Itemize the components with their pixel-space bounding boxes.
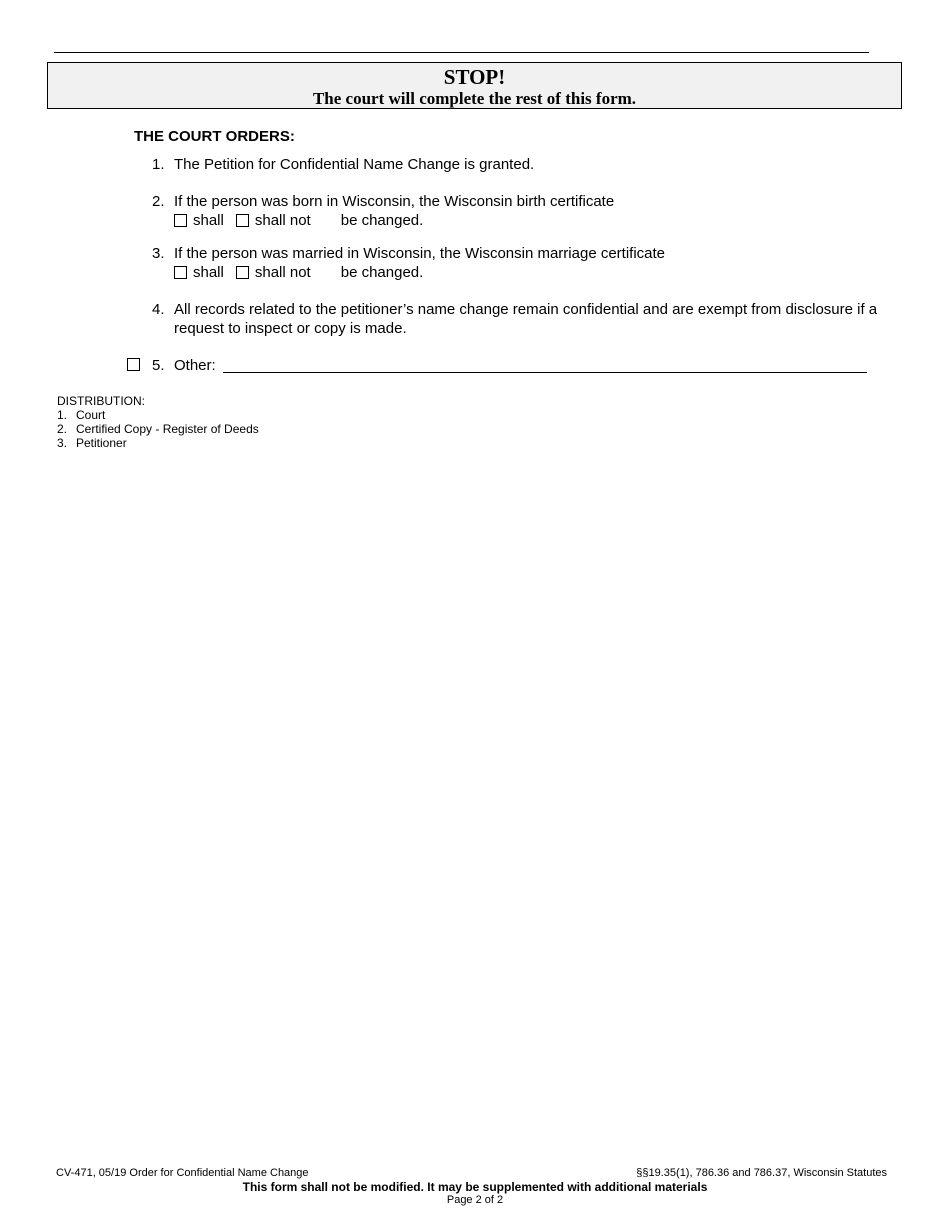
statutes-reference: §§19.35(1), 786.36 and 786.37, Wisconsin Statutes bbox=[636, 1167, 887, 1179]
order-item-number: 1. bbox=[152, 156, 165, 173]
order-item-number: 2. bbox=[152, 193, 165, 210]
distribution-item bbox=[57, 422, 259, 436]
be-changed-text: be changed. bbox=[340, 264, 424, 281]
distribution-item bbox=[57, 408, 145, 422]
shall-not-label: shall not bbox=[254, 264, 311, 281]
order-item-text: All records related to the petitioner’s name change remain confidential and are exempt from disclosure if a request to inspect or copy is made. bbox=[174, 301, 878, 337]
shall-checkbox[interactable] bbox=[174, 214, 187, 227]
top-divider bbox=[54, 52, 869, 53]
order-item-3 bbox=[152, 244, 892, 282]
order-item-number: 4. bbox=[152, 301, 165, 318]
order-item-5 bbox=[127, 356, 867, 375]
distribution-item-number: 2. bbox=[57, 422, 68, 436]
distribution-list bbox=[57, 394, 259, 450]
shall-checkbox[interactable] bbox=[174, 266, 187, 279]
order-item-4 bbox=[152, 300, 896, 338]
shall-not-checkbox[interactable] bbox=[236, 214, 249, 227]
modification-notice: This form shall not be modified. It may be supplemented with additional materials bbox=[242, 1180, 708, 1194]
other-checkbox[interactable] bbox=[127, 358, 140, 371]
form-id: CV-471, 05/19 Order for Confidential Name Change bbox=[56, 1167, 309, 1179]
distribution-item bbox=[57, 436, 145, 450]
distribution-item-text: Court bbox=[76, 408, 106, 422]
other-input-line[interactable] bbox=[223, 372, 867, 373]
distribution-item-text: Certified Copy - Register of Deeds bbox=[76, 422, 259, 436]
order-item-number: 3. bbox=[152, 245, 165, 262]
be-changed-text: be changed. bbox=[340, 212, 424, 229]
birth-certificate-choice bbox=[174, 211, 423, 230]
order-item-text: If the person was born in Wisconsin, the Wisconsin birth certificate bbox=[174, 193, 615, 210]
order-item-text: The Petition for Confidential Name Change is granted. bbox=[174, 156, 535, 173]
distribution-item-text: Petitioner bbox=[76, 436, 127, 450]
shall-label: shall bbox=[193, 212, 224, 229]
distribution-item-number: 1. bbox=[57, 408, 68, 422]
order-item-2 bbox=[152, 192, 892, 230]
shall-not-label: shall not bbox=[254, 212, 311, 229]
distribution-item-number: 3. bbox=[57, 436, 68, 450]
stop-title: STOP! bbox=[443, 65, 506, 89]
order-item-text: If the person was married in Wisconsin, the Wisconsin marriage certificate bbox=[174, 245, 666, 262]
court-orders-heading: THE COURT ORDERS: bbox=[134, 128, 295, 145]
page-number: Page 2 of 2 bbox=[446, 1194, 504, 1206]
order-item-number: 5. bbox=[152, 357, 165, 374]
shall-label: shall bbox=[193, 264, 224, 281]
stop-banner bbox=[47, 62, 902, 109]
distribution-heading: DISTRIBUTION: bbox=[57, 394, 146, 408]
shall-not-checkbox[interactable] bbox=[236, 266, 249, 279]
other-label: Other: bbox=[174, 357, 216, 374]
stop-subtitle: The court will complete the rest of this form. bbox=[312, 89, 637, 108]
marriage-certificate-choice bbox=[174, 263, 423, 282]
